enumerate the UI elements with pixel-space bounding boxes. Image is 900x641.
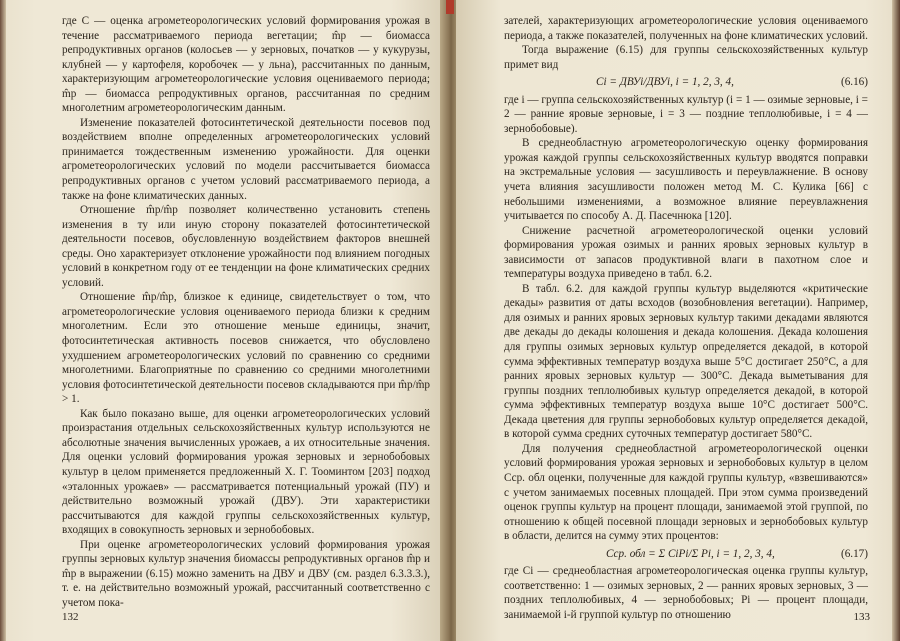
spine-bookmark: [446, 0, 454, 14]
paragraph: Тогда выражение (6.15) для группы сельскохозяйственных культур примет вид: [504, 44, 868, 71]
paragraph: где Ci — среднеобластная агрометеорологическая оценка группы культур, соответственно: 1 — озимых зерновых, 2 — ранних яровых зерновых, 3 — поздних теплолюбивых, 4 — зернобобовых; Pi — процент площади, занимаемой i-й группой культур по отношению: [504, 565, 868, 621]
formula-number: (6.17): [840, 547, 868, 560]
page-number: 132: [62, 611, 79, 623]
right-page: [456, 0, 900, 641]
paragraph: При оценке агрометеорологических условий формирования урожая группы зерновых культур значения биомассы репродуктивных органов m̂р и m̂р в выражении (6.15) можно заменить на ДВУ и ДВУ (см. раздел 6.3.3.3.), т. е. на действительно возможный урожай, рассчитанный соответственно с учетом пока-: [62, 538, 430, 609]
formula-expression: Сср. обл = Σ CiPi/Σ Pi, i = 1, 2, 3, 4,: [606, 547, 775, 560]
left-page: [0, 0, 444, 641]
paragraph: В среднеобластную агрометеорологическую оценку формирования урожая каждой группы сельскохозяйственных культур вводятся поправки на экстремальные условия — засушливость и переувлажнение. В основу учета влияния засушливости положен метод М. С. Кулика [66] с небольшими изменениями, а возможное влияние переувлажнения учитывается по способу А. Д. Пасечнюка [120].: [504, 137, 868, 223]
formula-number: (6.16): [840, 76, 868, 89]
left-page-text: [62, 14, 430, 610]
page-number: 133: [853, 611, 870, 623]
formula-6-16: [504, 72, 868, 93]
paragraph: зателей, характеризующих агрометеорологические условия оцениваемого периода, а также показателей, полученных на фоне климатических условий.: [504, 15, 868, 42]
book-edge-left: [0, 0, 6, 641]
paragraph: Отношение m̂р/m̂р позволяет количественно установить степень изменения в ту или иную сторону показателей фотосинтетической деятельности посевов, обусловленную воздействием факторов внешней среды. Оно характеризует отклонение урожайности под влиянием погодных условий в конкретном году от ее тенденции на фоне климатических средних условий.: [62, 204, 430, 289]
paragraph: Снижение расчетной агрометеорологической оценки условий формирования урожая озимых и ранних яровых зерновых культур в зависимости от запасов продуктивной влаги в пахотном слое и температуры воздуха приведено в табл. 6.2.: [504, 224, 868, 281]
book-edge-right: [892, 0, 900, 641]
paragraph: где С — оценка агрометеорологических условий формирования урожая в течение рассматриваемого периода вегетации; m̂р — биомасса репродуктивных органов (колосьев — у зерновых, початков — у кукурузы, клубней — у картофеля, коробочек — у льна), рассчитанных по данным, характеризующим агрометеорологические условия оцениваемого периода; m̂р — биомасса репродуктивных органов, рассчитанная по средним многолетним агрометеорологическим данным.: [62, 15, 430, 115]
paragraph: В табл. 6.2. для каждой группы культур выделяются «критические декады» развития от даты всходов (возобновления вегетации). Например, для озимых и ранних яровых зерновых культур такими декадами являются две декады до декады колошения и декада колошения. Декада колошения для группы озимых зерновых культур определяется декадой, в которой сумма эффективных температур воздуха выше 5°С достигает 250°С, а для ранних яровых зерновых культур — 300°С. Декада выметывания для группы поздних теплолюбивых культур определяется декадой, в которой сумма эффективных температур воздуха выше 10°С достигает 500°С. Декада цветения для группы зернобобовых культур определяется декадой, в которой сумма средних суточных температур достигает 580°С.: [504, 282, 868, 441]
paragraph: Для получения среднеобластной агрометеорологической оценки условий формирования урожая зерновых и зернобобовых культур в целом Сср. обл оценки, полученные для каждой группы культур, «взвешиваются» с учетом занимаемых посевных площадей. При этом сумма произведений оценок группы культур на процент площади, занимаемой этой группой, по отношению к общей посевной площади зерновых и зернобобовых культур в области, делится на сумму этих процентов:: [504, 442, 868, 543]
right-page-text: [504, 14, 868, 622]
formula-6-17: [504, 544, 868, 565]
paragraph: где i — группа сельскохозяйственных культур (i = 1 — озимые зерновые, i = 2 — ранние яровые зерновые, i = 3 — поздние теплолюбивые, i = 4 — зернобобовые).: [504, 93, 868, 135]
paragraph: Как было показано выше, для оценки агрометеорологических условий произрастания отдельных сельскохозяйственных культур используются не абсолютные значения вычисленных урожаев, а их относительные значения. Для оценки условий формирования урожая зерновых и зернобобовых культур в целом применяется предложенный Х. Г. Тооминтом [203] подход «эталонных урожаев» — рассматривается потенциальный урожай (ПУ) и действительно возможный урожай (ДВУ). Эти характеристики рассчитываются для каждой группы сельскохозяйственных культур, входящих в совокупность зерновых и зернобобовых.: [62, 407, 430, 537]
paragraph: Изменение показателей фотосинтетической деятельности посевов под воздействием вполне определенных агрометеорологических условий принимается тождественным изменению урожайности. Для оценки агрометеорологических условий по модели рассчитывается биомасса репродуктивных органов с учетом условий рассматриваемого периода, а также на фоне климатических данных.: [62, 116, 430, 202]
formula-expression: Ci = ДВУi/ДВУi, i = 1, 2, 3, 4,: [596, 76, 734, 89]
paragraph: Отношение m̂р/m̂р, близкое к единице, свидетельствует о том, что агрометеорологические условия оцениваемого периода близки к средним многолетним. Если это отношение меньше единицы, значит, фотосинтетическая активность посевов снижается, что обусловлено ухудшением агрометеорологических условий по сравнению со средними многолетними. Благоприятные по сравнению со средними многолетними условия фотосинтетической деятельности посевов складываются при m̂р/m̂р > 1.: [62, 291, 430, 406]
